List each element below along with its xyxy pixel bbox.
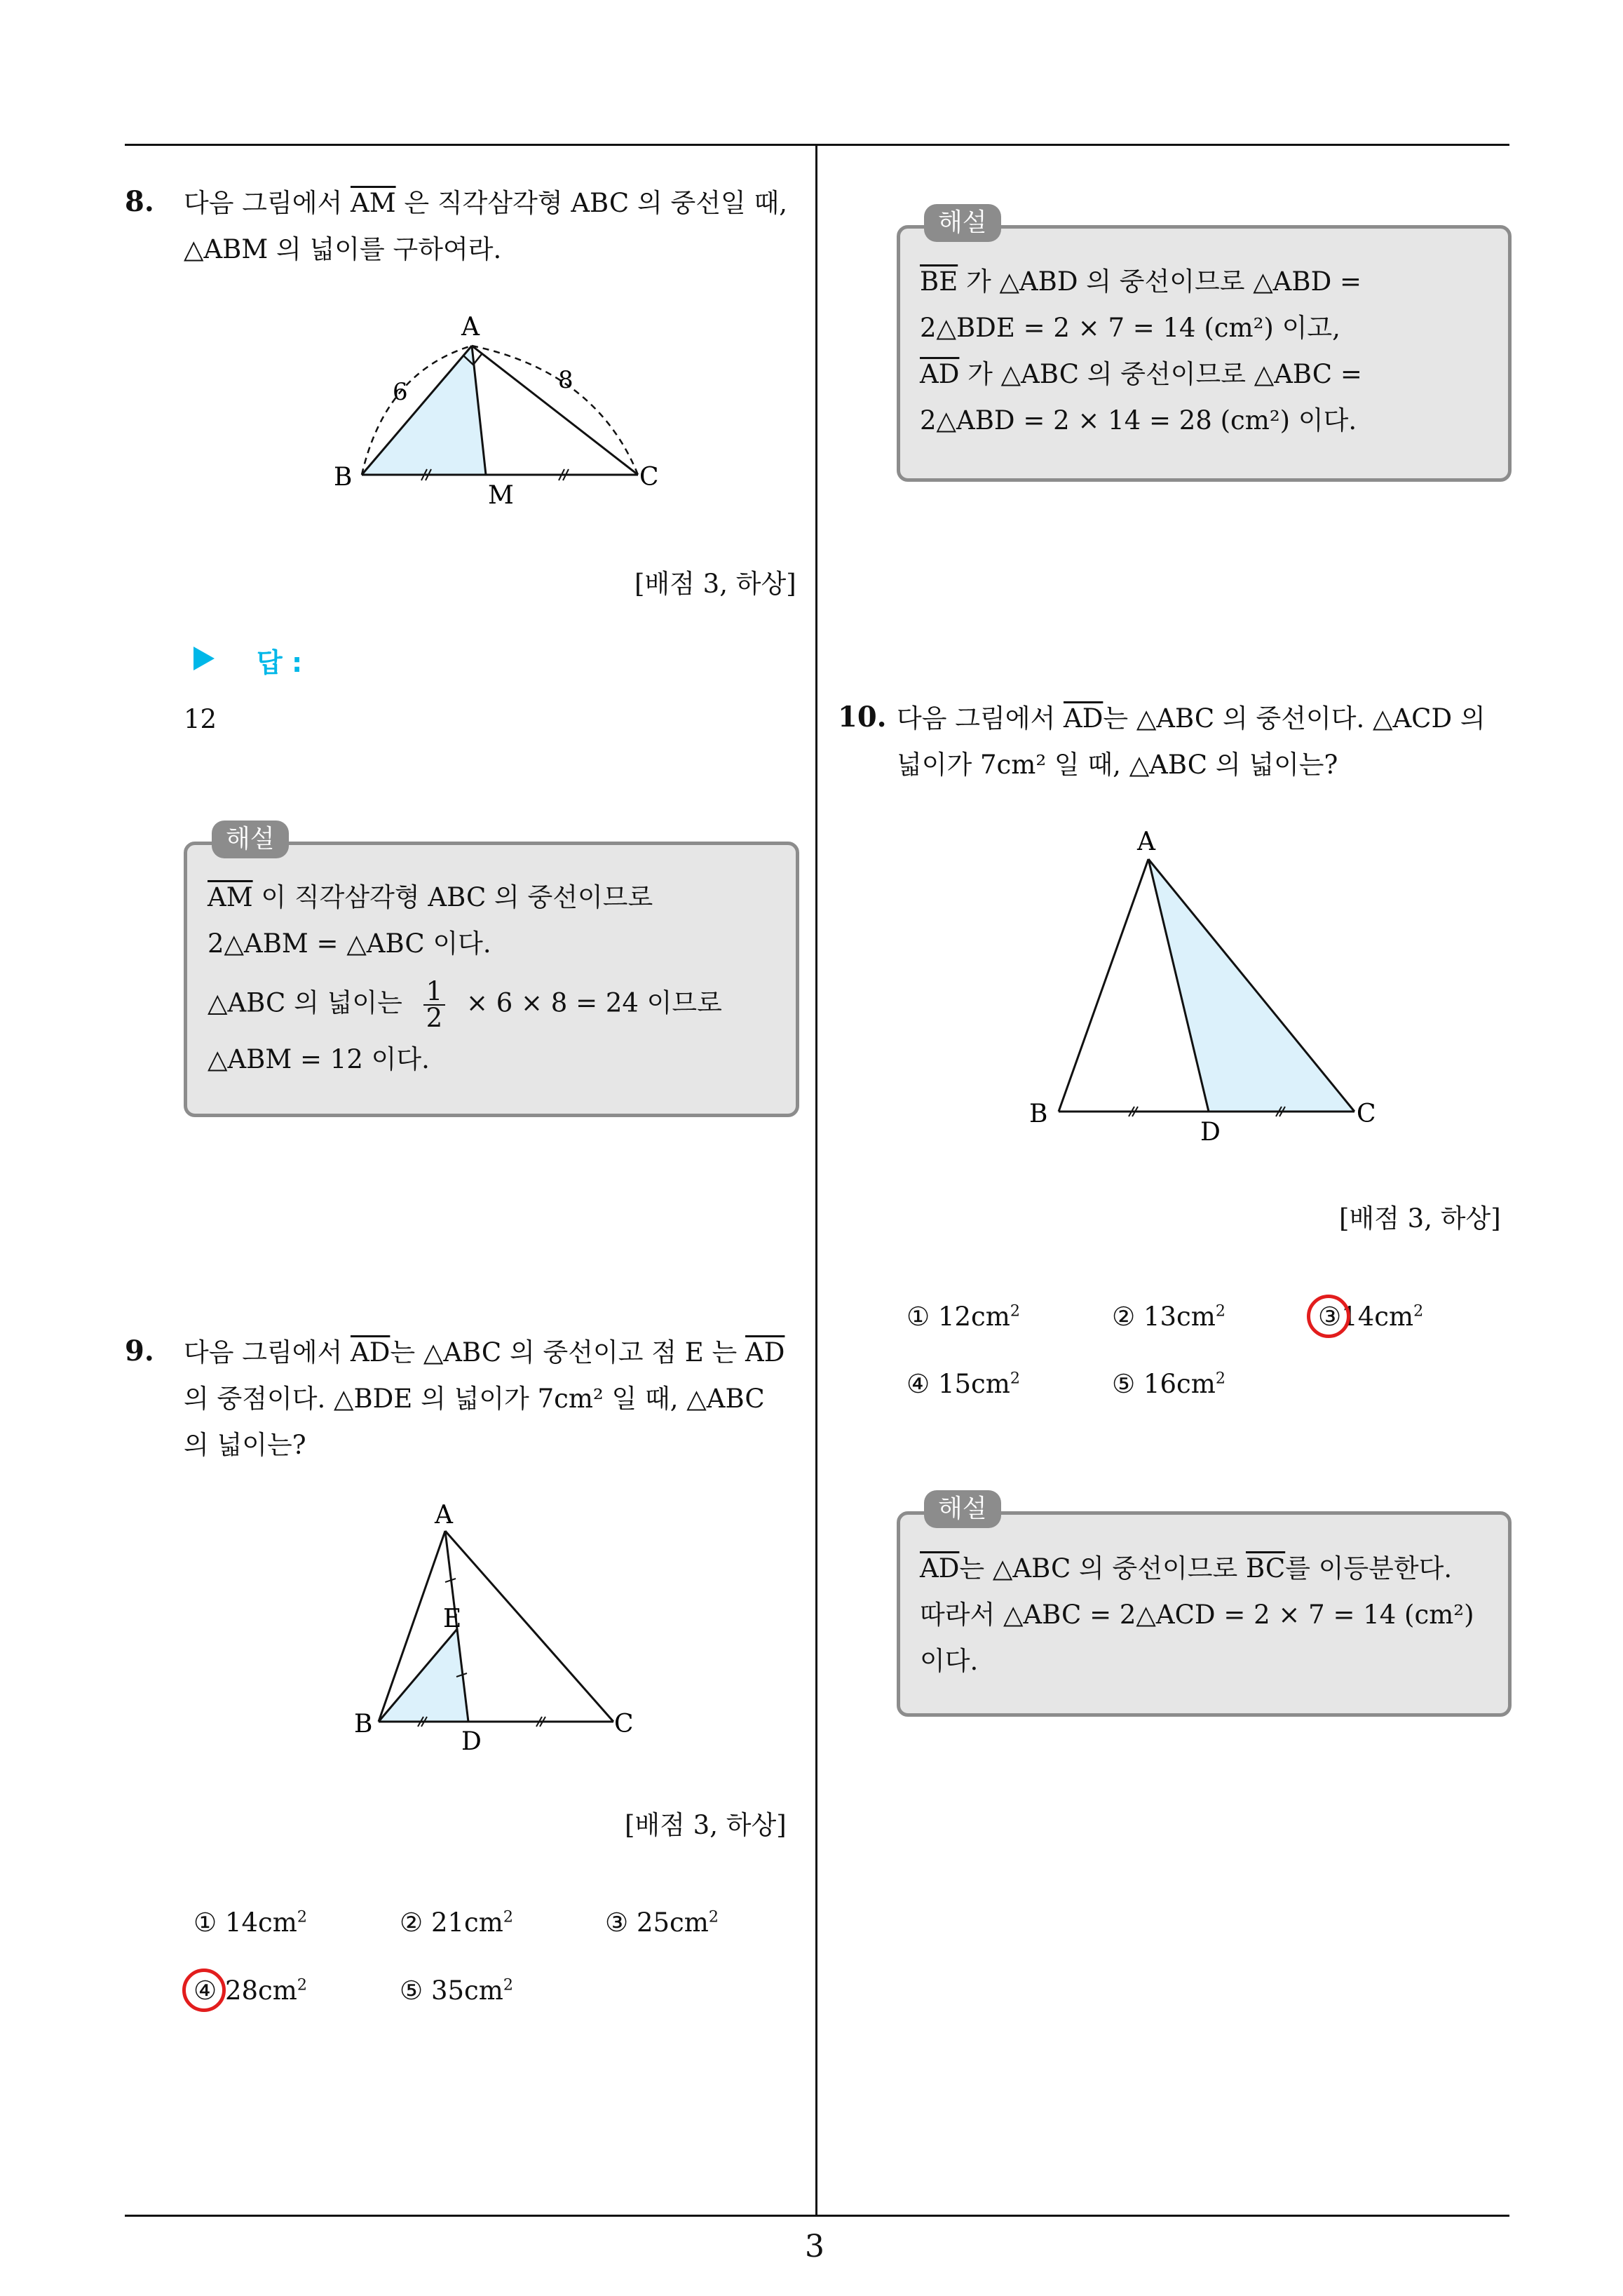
- fraction: $\frac{1}{2}$: [423, 979, 446, 1031]
- label-a: A: [435, 1501, 453, 1529]
- choice-3[interactable]: ③ $25cm^2$: [605, 1907, 719, 1938]
- score-meta: [배점 3, 하상]: [634, 569, 796, 599]
- page-number: 3: [805, 2229, 824, 2264]
- question-number: 10.: [838, 701, 887, 734]
- choice-1[interactable]: ① $12cm^2$: [906, 1302, 1020, 1332]
- label-b: B: [354, 1710, 373, 1738]
- explanation-line3: △ABC 의 넓이는 $\frac{1}{2}$ × 6 × 8 = 24 이므로: [208, 976, 722, 1033]
- column-divider: [815, 144, 817, 2216]
- figure-triangle-median-midpoint: [337, 1487, 645, 1753]
- triangle-abm-fill: [362, 346, 486, 475]
- side-ab: [1059, 859, 1148, 1112]
- explanation-line2: 2△BDE = 2 × 7 = 14 (cm²) 이고,: [920, 313, 1340, 343]
- label-c: C: [1357, 1100, 1376, 1128]
- choice-1[interactable]: ① $14cm^2$: [193, 1907, 307, 1938]
- explanation-line1: $\overline{AD}$는 △ABC 의 중선이므로 $\overline{BC}$를 이등분한다.: [920, 1553, 1453, 1583]
- question-text-line2: 의 중점이다. △BDE 의 넓이가 7cm² 일 때, △ABC: [184, 1384, 765, 1414]
- explanation-line4: 2△ABD = 2 × 14 = 28 (cm²) 이다.: [920, 405, 1357, 435]
- label-e: E: [443, 1605, 462, 1633]
- question-text-line1: 다음 그림에서 $\overline{AM}$ 은 직각삼각형 ABC 의 중선일 때,: [184, 188, 787, 218]
- question-text-line2: △ABM 의 넓이를 구하여라.: [184, 234, 502, 264]
- label-a: A: [1137, 828, 1155, 856]
- selected-answer-mark: ④: [193, 1976, 217, 2006]
- red-circle-icon: [182, 1969, 226, 2012]
- explanation-line3: $\overline{AD}$ 가 △ABC 의 중선이므로 △ABC =: [920, 359, 1362, 389]
- question-number: 9.: [125, 1335, 154, 1368]
- choice-2[interactable]: ② $21cm^2$: [400, 1907, 513, 1938]
- label-side-8: 8: [558, 366, 573, 394]
- side-ac: [445, 1531, 613, 1722]
- explanation-line1: $\overline{AM}$ 이 직각삼각형 ABC 의 중선이므로: [208, 882, 653, 912]
- bottom-rule: [125, 2215, 1509, 2217]
- figure-right-triangle: [308, 302, 673, 512]
- label-a: A: [461, 313, 480, 342]
- explanation-tag: 해설: [924, 204, 1001, 242]
- explanation-line2: 따라서 △ABC = 2△ACD = 2 × 7 = 14 (cm²): [920, 1600, 1474, 1630]
- label-m: M: [488, 481, 514, 510]
- figure-triangle-median: [1010, 813, 1402, 1157]
- selected-answer-mark: ③: [1318, 1302, 1341, 1332]
- score-meta: [배점 3, 하상]: [1339, 1203, 1501, 1234]
- answer-value: 12: [184, 704, 217, 734]
- answer-label: 답 :: [257, 647, 303, 678]
- choice-4[interactable]: ④ $15cm^2$: [906, 1369, 1020, 1399]
- red-circle-icon: [1307, 1295, 1350, 1338]
- answer-arrow-icon: [193, 647, 215, 670]
- explanation-line2: 2△ABM = △ABC 이다.: [208, 928, 491, 959]
- triangle-bde-fill: [379, 1629, 468, 1722]
- explanation-tag: 해설: [924, 1490, 1001, 1528]
- score-meta: [배점 3, 하상]: [625, 1810, 787, 1840]
- explanation-line4: △ABM = 12 이다.: [208, 1044, 430, 1074]
- choice-3[interactable]: $③14cm^2$: [1318, 1302, 1423, 1332]
- side-ac: [472, 346, 638, 475]
- label-c: C: [639, 463, 659, 492]
- label-d: D: [461, 1727, 482, 1753]
- question-number: 8.: [125, 185, 154, 218]
- label-c: C: [614, 1710, 634, 1738]
- choice-5[interactable]: ⑤ $35cm^2$: [400, 1976, 513, 2006]
- question-text-line1: 다음 그림에서 $\overline{AD}$는 △ABC 의 중선이다. △ACD 의: [897, 703, 1486, 734]
- segment-am: $\overline{AM}$: [350, 188, 396, 218]
- question-text-line2: 넓이가 7cm² 일 때, △ABC 의 넓이는?: [897, 750, 1338, 780]
- question-text-line1: 다음 그림에서 $\overline{AD}$는 △ABC 의 중선이고 점 E 는 $\overline{AD}$: [184, 1337, 785, 1368]
- choice-4[interactable]: ④ $28cm^2$: [193, 1976, 307, 2006]
- question-text-line3: 의 넓이는?: [184, 1430, 306, 1460]
- label-b: B: [334, 463, 353, 492]
- explanation-tag: 해설: [212, 821, 289, 858]
- label-d: D: [1200, 1118, 1221, 1147]
- choice-5[interactable]: ⑤ $16cm^2$: [1112, 1369, 1225, 1399]
- label-b: B: [1029, 1100, 1048, 1128]
- explanation-line1: $\overline{BE}$ 가 △ABD 의 중선이므로 △ABD =: [920, 266, 1362, 297]
- explanation-line3: 이다.: [920, 1646, 979, 1676]
- choice-2[interactable]: ② $13cm^2$: [1112, 1302, 1225, 1332]
- label-side-6: 6: [393, 378, 408, 406]
